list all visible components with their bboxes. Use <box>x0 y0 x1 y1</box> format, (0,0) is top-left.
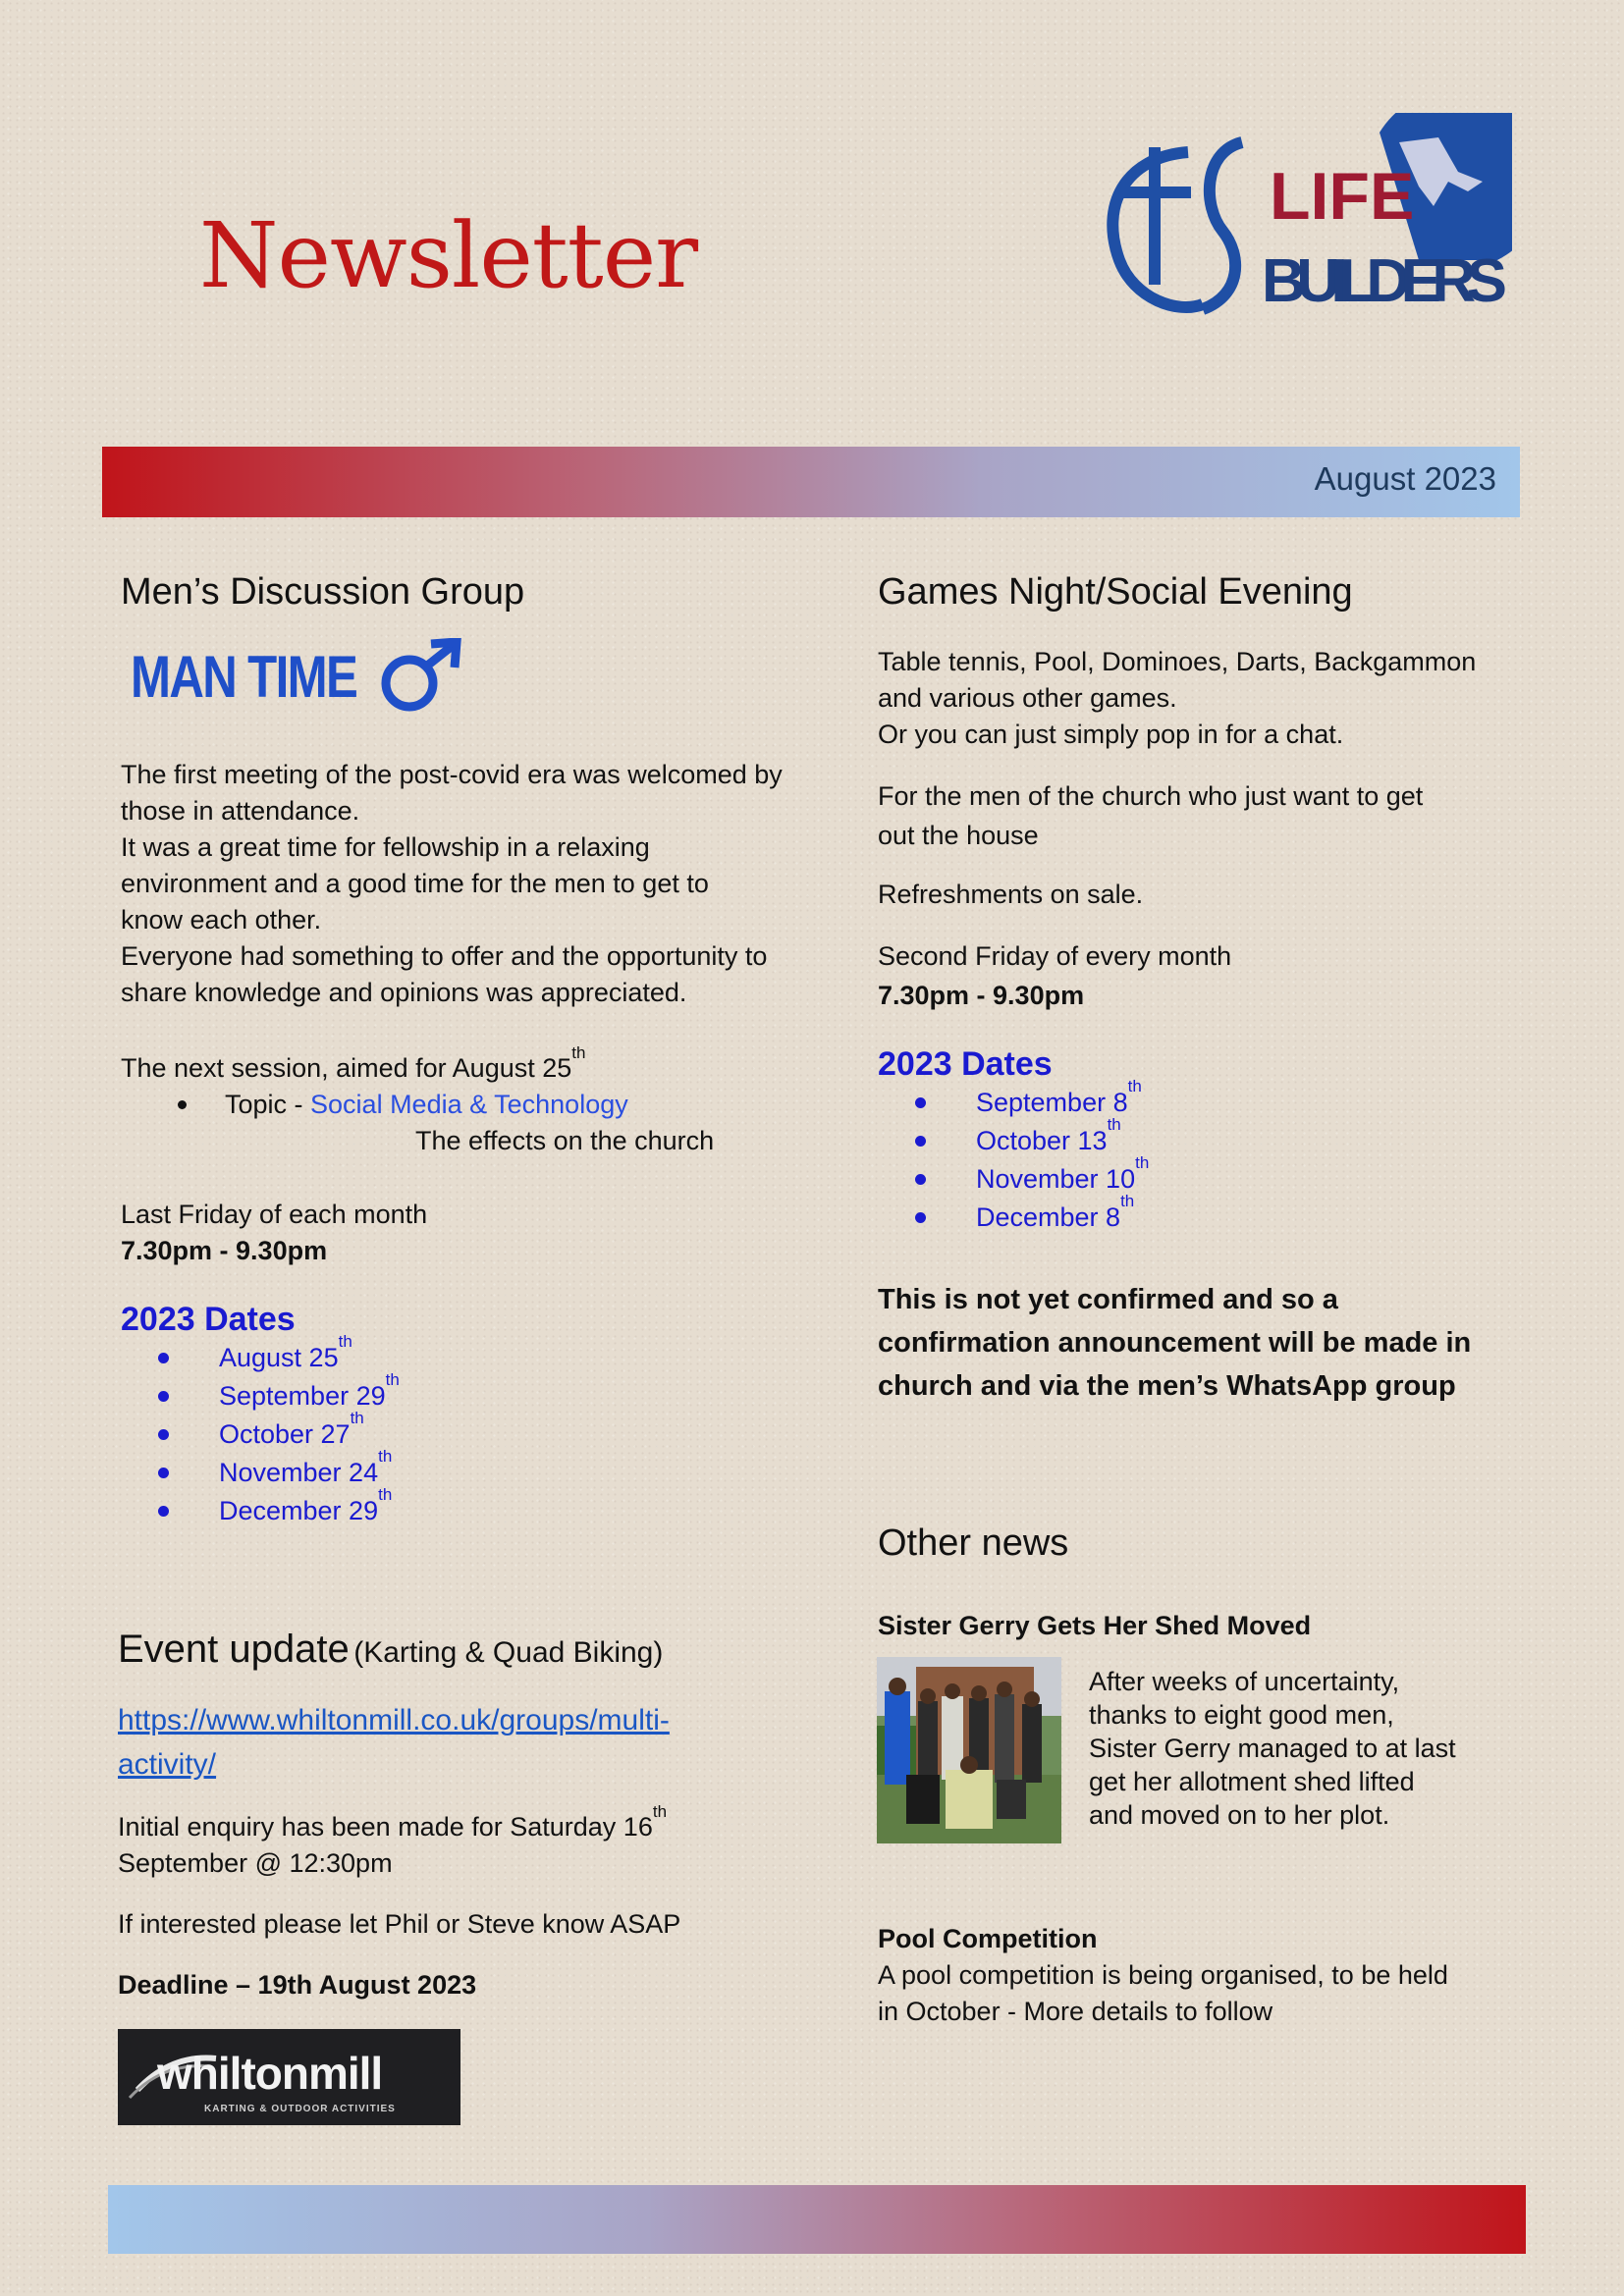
whiltonmill-logo-sub: KARTING & OUTDOOR ACTIVITIES <box>204 2104 396 2114</box>
date-item: October 13th <box>976 1122 1506 1160</box>
footer-band <box>108 2185 1526 2254</box>
games-body <box>878 644 1506 1015</box>
interest-text: If interested please let Phil or Steve know ASAP <box>118 1909 681 1939</box>
discussion-para-line: It was a great time for fellowship in a relaxing <box>121 832 650 862</box>
other-news-heading: Other news <box>878 1522 1069 1564</box>
discussion-para-line: Everyone had something to offer and the opportunity to <box>121 941 768 971</box>
date-item: December 8th <box>976 1199 1506 1237</box>
man-time-badge <box>131 638 464 717</box>
story1-title: Sister Gerry Gets Her Shed Moved <box>878 1611 1312 1640</box>
games-line: Or you can just simply pop in for a chat. <box>878 720 1344 749</box>
logo-text-life: LIFE <box>1270 159 1415 234</box>
games-section <box>878 571 1506 614</box>
event-note: (Karting & Quad Biking) <box>353 1636 664 1669</box>
discussion-dates-heading: 2023 Dates <box>121 1301 296 1338</box>
whiltonmill-logo <box>118 2029 460 2125</box>
date-item: November 10th <box>976 1160 1506 1199</box>
life-builders-logo <box>1095 113 1512 324</box>
games-line: and various other games. <box>878 683 1177 713</box>
discussion-time: 7.30pm - 9.30pm <box>121 1236 328 1265</box>
enquiry-text-2: September @ 12:30pm <box>118 1848 393 1878</box>
games-dates <box>878 1045 1506 1237</box>
event-title: Event update <box>118 1628 350 1671</box>
story1-line: After weeks of uncertainty, <box>1089 1667 1400 1696</box>
date-item: September 29th <box>219 1377 828 1415</box>
male-symbol-icon <box>378 638 466 717</box>
discussion-para-line: The first meeting of the post-covid era was welcomed by <box>121 760 783 789</box>
notice-line: This is not yet confirmed and so a <box>878 1284 1338 1315</box>
logo-text-builders: BUILDERS <box>1262 247 1507 315</box>
refreshments-text: Refreshments on sale. <box>878 880 1144 909</box>
date-item: August 25th <box>219 1339 828 1377</box>
story1-line: get her allotment shed lifted <box>1089 1767 1415 1796</box>
issue-date: August 2023 <box>1314 460 1496 497</box>
header-band <box>102 447 1520 517</box>
games-frequency: Second Friday of every month <box>878 941 1232 971</box>
story2-line: in October - More details to follow <box>878 1997 1273 2026</box>
story2-title: Pool Competition <box>878 1924 1098 1953</box>
discussion-heading: Men’s Discussion Group <box>121 571 525 613</box>
story2 <box>878 1921 1516 2030</box>
story1-body <box>1089 1665 1521 1832</box>
games-line: out the house <box>878 821 1039 850</box>
story2-line: A pool competition is being organised, to be held <box>878 1960 1448 1990</box>
date-item: October 27th <box>219 1415 828 1454</box>
man-time-text: MAN TIME <box>131 644 357 710</box>
discussion-dates <box>121 1301 828 1530</box>
story1-line: Sister Gerry managed to at last <box>1089 1734 1456 1763</box>
next-session <box>121 1043 828 1159</box>
games-dates-list <box>878 1077 1506 1237</box>
discussion-para-line: share knowledge and opinions was appreciated. <box>121 978 687 1007</box>
topic-value: Social Media & Technology <box>310 1090 628 1119</box>
games-notice <box>878 1278 1526 1408</box>
notice-line: church and via the men’s WhatsApp group <box>878 1370 1456 1402</box>
date-item: September 8th <box>976 1084 1506 1122</box>
story1-line: thanks to eight good men, <box>1089 1700 1394 1730</box>
enquiry-sup: th <box>652 1802 668 1821</box>
shed-moving-photo <box>877 1657 1061 1843</box>
discussion-dates-list <box>121 1332 828 1530</box>
whiltonmill-logo-text: whiltonmill <box>157 2048 383 2099</box>
story1-title-wrap <box>878 1608 1506 1644</box>
games-time: 7.30pm - 9.30pm <box>878 981 1085 1010</box>
discussion-para-line: environment and a good time for the men to get to <box>121 869 709 898</box>
whiltonmill-link[interactable] <box>118 1698 835 1787</box>
event-details <box>118 1802 835 2003</box>
enquiry-text: Initial enquiry has been made for Saturday 16 <box>118 1812 653 1842</box>
link-line: activity/ <box>118 1748 217 1781</box>
next-session-sup: th <box>571 1043 586 1062</box>
story1-line: and moved on to her plot. <box>1089 1800 1390 1830</box>
games-line: Table tennis, Pool, Dominoes, Darts, Backgammon <box>878 647 1477 676</box>
event-heading <box>118 1628 835 1672</box>
topic-label: Topic - <box>225 1090 311 1119</box>
games-dates-heading: 2023 Dates <box>878 1045 1053 1083</box>
link-line: https://www.whiltonmill.co.uk/groups/multi- <box>118 1704 670 1736</box>
other-news-section <box>878 1522 1506 1565</box>
next-session-text: The next session, aimed for August 25 <box>121 1053 572 1083</box>
discussion-frequency: Last Friday of each month <box>121 1200 428 1229</box>
discussion-para-line: those in attendance. <box>121 796 360 826</box>
deadline-text: Deadline – 19th August 2023 <box>118 1970 477 2000</box>
games-heading: Games Night/Social Evening <box>878 571 1353 613</box>
topic-sub: The effects on the church <box>415 1126 715 1155</box>
games-line: For the men of the church who just want to get <box>878 781 1424 811</box>
newsletter-title: Newsletter <box>199 203 698 308</box>
notice-line: confirmation announcement will be made in <box>878 1327 1472 1359</box>
discussion-schedule <box>121 1197 828 1269</box>
topic-bullet-icon <box>178 1100 187 1109</box>
date-item: November 24th <box>219 1454 828 1492</box>
discussion-section <box>121 571 828 614</box>
discussion-body <box>121 757 828 1011</box>
discussion-para-line: know each other. <box>121 905 322 934</box>
event-link-block <box>118 1698 835 1787</box>
date-item: December 29th <box>219 1492 828 1530</box>
